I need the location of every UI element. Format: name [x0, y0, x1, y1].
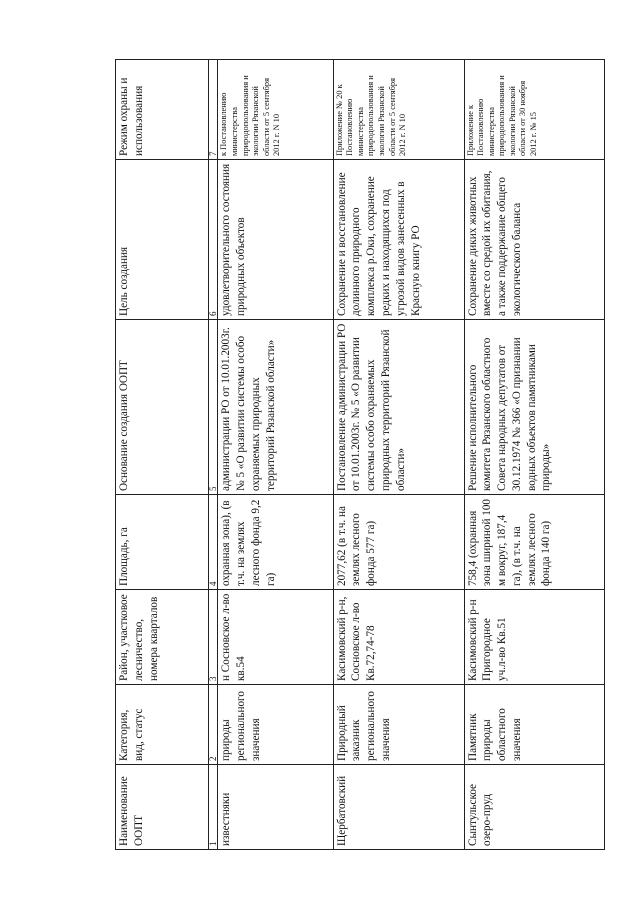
table-row	[218, 60, 333, 850]
table-cell: 758,4 (охранная зона шириной 100 м вокруг, 187,4 га), (в т.ч. на землях лесного фонда 140 га)	[464, 495, 605, 590]
table-cell: удовлетворительного состояния природных объектов	[218, 160, 333, 320]
table-cell: Касимовский р-н Пригородное уч.л-во Кв.51	[464, 590, 605, 685]
table-cell: н Сосновское л-во кв.54	[218, 590, 333, 685]
table-cell: к Постановлению министерства природопользования и экологии Рязанской области от 5 сентября 2012 г. N 10	[218, 60, 333, 160]
table-cell: 2077,62 (в т.ч. на землях лесного фонда 577 га)	[333, 495, 464, 590]
header-cell: Режим охраны и использования	[116, 60, 209, 160]
column-number: 1	[208, 765, 218, 850]
column-number-row	[208, 60, 218, 850]
header-cell: Основание создания ООПТ	[116, 320, 209, 495]
column-number: 6	[208, 160, 218, 320]
table-cell: природы регионального значения	[218, 685, 333, 765]
table-cell: Природный заказник регионального значения	[333, 685, 464, 765]
table-cell: известняки	[218, 765, 333, 850]
header-cell: Район, участковое лесничество, номера кварталов	[116, 590, 209, 685]
header-cell: Площадь, га	[116, 495, 209, 590]
table-cell: Щербатовский	[333, 765, 464, 850]
header-cell: Категория, вид, статус	[116, 685, 209, 765]
oopt-table	[115, 59, 605, 850]
header-cell: Цель создания	[116, 160, 209, 320]
table-cell: администрации РО от 10.01.2003г. № 5 «О развитии системы особо охраняемых природных территорий Рязанской области»	[218, 320, 333, 495]
table-row	[333, 60, 464, 850]
column-number: 4	[208, 495, 218, 590]
header-row	[116, 60, 209, 850]
table-cell: Приложение № 20 к Постановлению министерства природопользования и экологии Рязанской области от 5 сентября 2012 г. N 10	[333, 60, 464, 160]
table-row	[464, 60, 605, 850]
column-number: 3	[208, 590, 218, 685]
table-cell: Сынтульское озеро-пруд	[464, 765, 605, 850]
column-number: 5	[208, 320, 218, 495]
column-number: 2	[208, 685, 218, 765]
table-cell: Постановление администрации РО от 10.01.2003г. № 5 «О развитии системы особо охраняемых природных территорий Рязанской области»	[333, 320, 464, 495]
header-cell: Наименование ООПТ	[116, 765, 209, 850]
table-cell: охранная зона), (в т.ч. на землях лесного фонда 9,2 га)	[218, 495, 333, 590]
table-cell: Решение исполнительного комитета Рязанского областного Совета народных депутатов от 30.12.1974 № 366 «О признании водных объектов памятниками природы»	[464, 320, 605, 495]
table-cell: Касимовский р-н, Сосновское л-во Кв.72,74-78	[333, 590, 464, 685]
table-cell: Памятник природы областного значения	[464, 685, 605, 765]
rotated-table-container	[115, 60, 605, 850]
table-cell: Приложение к Постановлению министерства природопользования и экологии Рязанской области от 30 ноября 2012 г. № 15	[464, 60, 605, 160]
table-cell: Сохранение и восстановление долинного природного комплекса р.Оки, сохранение редких и находящихся под угрозой видов занесенных в Красную книгу РО	[333, 160, 464, 320]
table-cell: Сохранение диких животных вместе со средой их обитания, а также поддержание общего экологического баланса	[464, 160, 605, 320]
column-number: 7	[208, 60, 218, 160]
